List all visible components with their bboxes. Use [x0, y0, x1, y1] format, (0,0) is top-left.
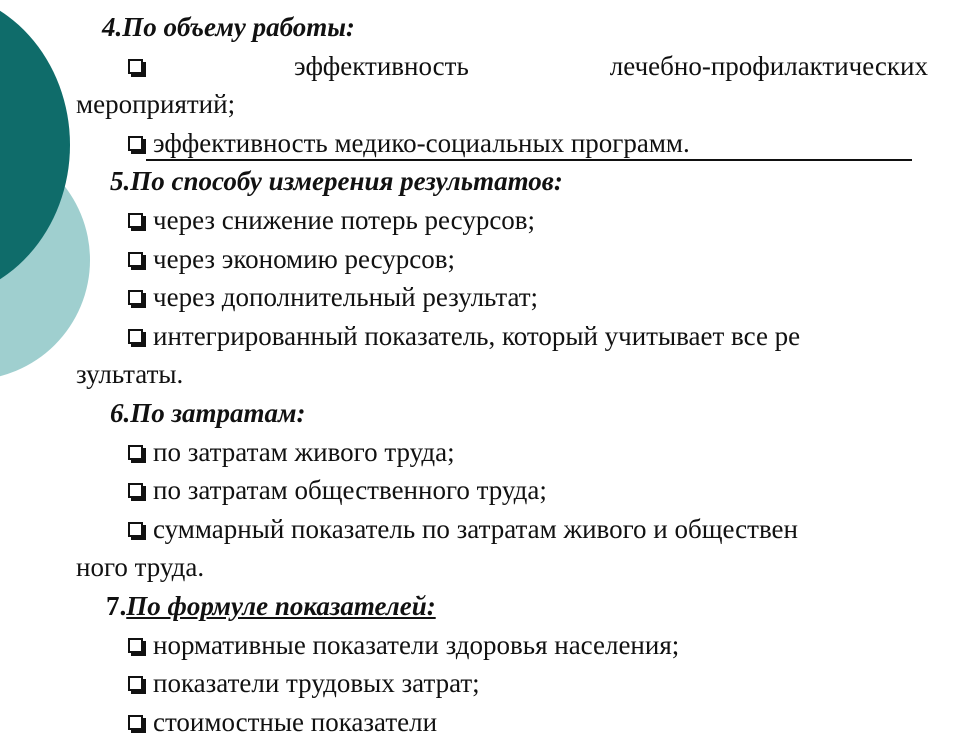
- checkbox-bullet-icon: [128, 638, 143, 653]
- section-7-heading: [76, 587, 928, 626]
- list-item: [76, 47, 928, 86]
- list-item: [76, 278, 928, 317]
- list-item-continuation: зультаты.: [76, 359, 184, 390]
- list-item: [76, 626, 928, 665]
- list-item: [76, 124, 928, 163]
- list-item: [76, 433, 928, 472]
- underline-rule: [146, 159, 912, 161]
- item-text: через снижение потерь ресурсов;: [153, 204, 536, 235]
- section-number: 7.: [106, 590, 127, 621]
- slide-content: [76, 8, 928, 741]
- section-4-heading: 4.По объему работы:: [102, 12, 355, 42]
- list-item: [76, 201, 928, 240]
- list-item: [76, 510, 928, 549]
- checkbox-bullet-icon: [128, 329, 143, 344]
- section-5-heading: 5.По способу измерения результатов:: [110, 166, 563, 197]
- item-text-part: эффективность: [294, 50, 469, 81]
- checkbox-bullet-icon: [128, 252, 143, 267]
- item-text: эффективность медико-социальных программ.: [153, 127, 690, 158]
- list-item: [76, 317, 928, 356]
- item-text: суммарный показатель по затратам живого и обществен: [153, 513, 798, 544]
- list-item: [76, 240, 928, 279]
- checkbox-bullet-icon: [128, 715, 143, 730]
- item-text: интегрированный показатель, который учитывает все ре: [153, 320, 801, 351]
- checkbox-bullet-icon: [128, 483, 143, 498]
- item-text: показатели трудовых затрат;: [153, 668, 480, 699]
- item-text-part: лечебно-профилактических: [609, 50, 928, 81]
- list-item: [76, 664, 928, 703]
- checkbox-bullet-icon: [128, 47, 153, 86]
- item-text: стоимостные показатели: [153, 706, 438, 737]
- checkbox-bullet-icon: [128, 136, 143, 151]
- list-item-continuation: ного труда.: [76, 552, 205, 583]
- list-item-continuation: мероприятий;: [76, 89, 236, 120]
- section-6-heading: 6.По затратам:: [110, 397, 306, 428]
- list-item: [76, 471, 928, 510]
- list-item: [76, 703, 928, 741]
- checkbox-bullet-icon: [128, 445, 143, 460]
- checkbox-bullet-icon: [128, 213, 143, 228]
- checkbox-bullet-icon: [128, 290, 143, 305]
- item-text: через дополнительный результат;: [153, 282, 539, 313]
- item-text: нормативные показатели здоровья населения;: [153, 629, 680, 660]
- checkbox-bullet-icon: [128, 676, 143, 691]
- section-title: По формуле показателей:: [126, 590, 436, 621]
- checkbox-bullet-icon: [128, 522, 143, 537]
- item-text: по затратам живого труда;: [153, 436, 455, 467]
- item-text: по затратам общественного труда;: [153, 475, 547, 506]
- item-text: через экономию ресурсов;: [153, 243, 456, 274]
